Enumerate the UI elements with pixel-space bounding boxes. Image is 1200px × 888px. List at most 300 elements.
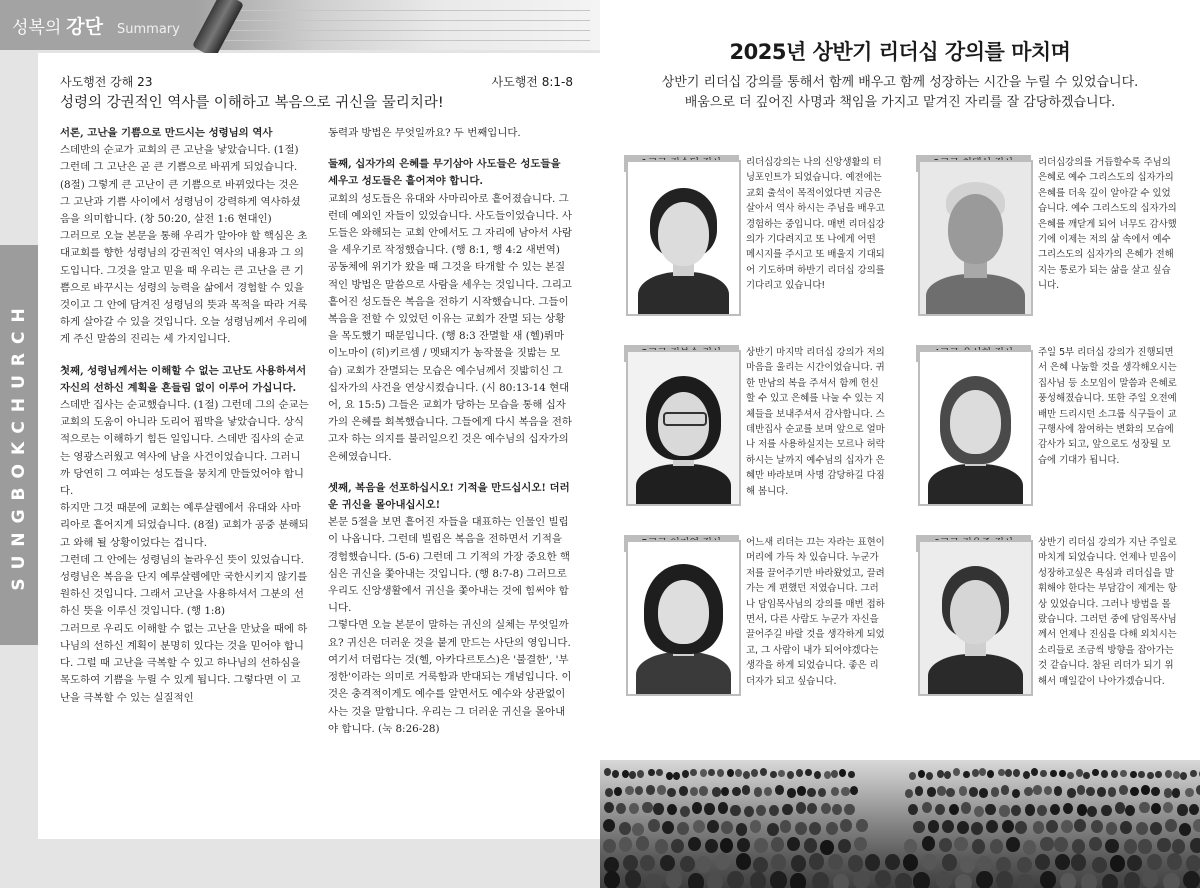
crowd-head [1001,785,1010,794]
crowd-head [770,771,777,779]
crowd-head [828,854,843,871]
crowd-head [804,838,817,853]
crowd-head [750,872,767,888]
crowd-head [1012,789,1021,798]
crowd-head [977,856,992,873]
crowd-head [787,788,796,797]
person-photo [626,540,741,696]
crowd-head [656,769,663,777]
crowd-head [1183,871,1200,888]
crowd-head [831,770,838,778]
sermon-paragraph: 본문 5절을 보면 흩어진 자들을 대표하는 인물인 빌립이 나옵니다. 그런데 빌립은 복음을 전하면서 기적을 경험했습니다. (5-6) 그런데 그 기적의 가장 중요한 핵심은 귀신을 쫓아내는 것입니다. (행 8:7-8) 그러므로 우리도 신앙생활에서 귀신을 쫓아내는 것에 힘써야 합니다. [328,516,570,615]
crowd-head [885,854,900,871]
crowd-head [604,768,611,776]
person-reflection: 리더십강의는 나의 신앙생활의 터닝포인트가 되었습니다. 예전에는 교회 출석이 목적이었다면 지금은 살아서 역사 하시는 주님을 배우고 경험하는 중입니다. 매번 리더십강의가 기다려지고 또 나에게 어떤 메시지를 주시고 또 배울지 기대되어 기도하며 하반기 리더십 강의를 기다리고 있습니다! [746,157,885,292]
crowd-head [680,856,695,873]
crowd-head [720,838,733,853]
crowd-head [1196,785,1200,794]
crowd-head [700,769,707,777]
crowd-head [1081,873,1098,888]
crowd-head [1151,803,1161,814]
crowd-head [640,855,655,872]
crowd-head [1186,855,1200,872]
crowd-head [1054,837,1067,852]
crowd-head [963,771,970,779]
crowd-head [960,857,975,874]
sermon-paragraph: 하지만 그것 때문에 교회는 예루살렘에서 유대와 사마리아로 흩어지게 되었습니다. (8절) 교회가 공중 분해되고 와해 될 상황이었다는 겁니다. [60,502,309,549]
crowd-head [1017,874,1034,888]
crowd-head [826,822,838,835]
crowd-head [717,769,724,777]
crowd-head [782,804,792,815]
crowd-head [1141,785,1150,794]
crowd-head [680,806,690,817]
crowd-head [844,804,854,815]
crowd-head [795,822,807,835]
crowd-head [832,804,842,815]
crowd-head [1067,788,1076,797]
crowd-head [833,874,850,888]
crowd-head [750,820,762,833]
crowd-head [1157,838,1170,853]
crowd-head [1124,839,1137,854]
person-photo [626,350,741,506]
crowd-head [769,805,779,816]
crowd-head [1110,855,1125,872]
crowd-head [903,854,918,871]
crowd-head [753,857,768,874]
crowd-head [999,805,1009,816]
crowd-head [1120,770,1127,778]
crowd-head [1138,771,1145,779]
crowd-head [1091,820,1103,833]
crowd-head [1071,854,1086,871]
crowd-head [922,836,935,851]
crowd-head [1015,821,1027,834]
crowd-head [1031,768,1038,776]
crowd-head [1163,873,1180,888]
crowd-head [735,769,742,777]
crowd-head [754,787,763,796]
crowd-head [775,785,784,794]
crowd-head [922,854,937,871]
crowd-head [1077,785,1086,794]
section-title [12,12,180,39]
crowd-head [667,788,676,797]
crowd-head [812,872,829,888]
crowd-head [797,786,806,795]
crowd-head [1101,805,1111,816]
crowd-head [818,788,827,797]
crowd-head [642,802,652,813]
crowd-head [1147,854,1162,871]
crowd-head [865,854,880,871]
crowd-head [742,785,751,794]
crowd-head [692,802,702,813]
crowd-head [1125,805,1135,816]
crowd-head [918,770,925,778]
reflections-title: 2025년 상반기 리더십 강의를 마치며 [729,40,1071,64]
crowd-head [1136,822,1148,835]
crowd-head [756,805,766,816]
crowd-head [771,854,786,871]
crowd-head [637,770,644,778]
crowd-head [820,840,833,855]
crowd-head [1002,820,1014,833]
crowd-head [814,771,821,779]
crowd-head [1127,855,1142,872]
crowd-head [619,822,631,835]
crowd-head [1011,805,1021,816]
crowd-head [653,803,663,814]
crowd-head [1165,819,1177,832]
crowd-head [1189,804,1199,815]
crowd-head [1172,839,1185,854]
crowd-head [1013,769,1020,777]
section-title-bold: 강단 [66,16,103,38]
crowd-head [1185,788,1194,797]
crowd-head [727,871,744,888]
crowd-head [961,802,971,813]
crowd-head [693,820,705,833]
crowd-head [614,787,623,796]
person-photo [918,540,1033,696]
crowd-head [1024,787,1033,796]
crowd-head [622,770,629,778]
crowd-head [696,856,711,873]
crowd-head [767,823,779,836]
crowd-head [909,772,916,780]
crowd-head [1138,839,1151,854]
crowd-head [1151,787,1160,796]
sermon-series-label: 사도행전 강해 23 [60,75,153,89]
crowd-head [986,820,998,833]
sermon-point-heading: 둘째, 십자가의 은혜를 무기삼아 사도들은 성도들을 세우고 성도들은 흩어져야 합니다. [328,158,561,188]
crowd-head [764,787,773,796]
crowd-head [1040,770,1047,778]
crowd-head [1177,804,1187,815]
crowd-head [1060,873,1077,888]
crowd-head [809,853,824,870]
crowd-head [974,806,984,817]
sermon-paragraph: 교회의 성도들은 유대와 사마리아로 흩어졌습니다. 그런데 예외인 자들이 있었습니다. 사도들이었습니다. 사도들은 와해되는 교회 안에서도 그 자리에 남아서 사람을 세우기로 작정했습니다. (행 8:1, 행 4:2 새번역) 공동체에 위기가 왔을 때 그것을 타개할 수 있는 본질적인 방법은 말씀으로 사람을 세우는 것입니다. 그리고 흩어진 성도들은 복음을 전하기 시작했습니다. 그들이 복음을 전할 수 있었던 이유는 교회가 잔멸 되는 상황을 목도했기 때문입니다. (행 8:3 잔멸할 새 (헬)뤼마이노마이 (히)키르셈 / 멧돼지가 농작물을 짓밟는 모습) 교회가 잔멸되는 모습은 예수님께서 짓밟히신 그 십자가의 사건을 연상시켰습니다. (시 80:13-14 현대어, 요 15:5) 그들은 교회가 당하는 모습을 통해 십자가의 은혜를 회복했습니다. 그들에게 다시 복음을 전하고자 하는 의지를 불러일으킨 것은 예수님의 십자가의 은혜였습니다. [328,192,572,463]
crowd-head [935,804,945,815]
sermon-point-heading: 셋째, 복음을 선포하십시오! 기적을 만드십시오! 더러운 귀신을 몰아내십시오! [328,481,570,512]
crowd-head [688,873,705,888]
crowd-head [1006,837,1019,852]
crowd-head [1120,821,1132,834]
crowd-head [1097,787,1106,796]
crowd-head [666,870,683,888]
crowd-head [809,822,821,835]
crowd-head [853,871,870,888]
crowd-head [831,787,840,796]
crowd-head [1063,803,1073,814]
crowd-head [1139,802,1149,813]
crowd-head [1089,837,1102,852]
crowd-head [1005,769,1012,777]
vertical-church-label: SUNGBOKCHURCH [9,299,29,591]
crowd-head [677,822,689,835]
crowd-head [1108,787,1117,796]
crowd-head [1102,874,1119,888]
crowd-head [875,870,892,888]
crowd-head [807,803,817,814]
crowd-head [721,821,733,834]
sermon-paragraph: 그런데 그 안에는 성령님의 놀라우신 뜻이 있었습니다. 성령님은 복음을 단지 예루살렘에만 국한시키지 않기를 원하신 것입니다. 그래서 고난을 사용하셔서 그분의 선하신 뜻을 이루신 것입니다. (행 1:8) [60,553,308,618]
crowd-head [625,870,642,888]
crowd-head [1155,771,1162,779]
crowd-head [957,821,969,834]
crowd-head [946,788,955,797]
crowd-head [944,771,951,779]
crowd-head [655,839,668,854]
crowd-head [1150,822,1162,835]
crowd-head [1165,770,1172,778]
crowd-head [690,769,697,777]
crowd-head [736,823,748,836]
crowd-head [1105,839,1118,854]
crowd-head [1106,822,1118,835]
crowd-head [707,820,719,833]
crowd-head [1050,804,1060,815]
crowd-head [821,803,831,814]
crowd-head [732,787,741,796]
crowd-head [1193,819,1200,832]
crowd-head [955,874,972,888]
crowd-head [991,787,1000,796]
crowd-head [972,769,979,777]
crowd-head [682,770,689,778]
crowd-head [796,769,803,777]
crowd-head [1190,838,1200,853]
crowd-head [922,802,932,813]
sermon-reference: 사도행전 8:1-8 [491,75,573,89]
crowd-head [1046,820,1058,833]
crowd-head [619,837,632,852]
congregation-photo [600,760,1200,888]
crowd-head [1086,787,1095,796]
crowd-head [1033,821,1045,834]
crowd-head [712,787,721,796]
crowd-head [704,803,714,814]
crowd-head [791,855,806,872]
crowd-head [1083,772,1090,780]
crowd-head [1055,854,1070,871]
crowd-head [969,787,978,796]
crowd-head [1054,786,1063,795]
crowd-head [987,770,994,778]
crowd-head [1061,820,1073,833]
crowd-head [790,873,807,888]
crowd-head [771,837,784,852]
intro-line-2: 배움으로 더 깊어진 사명과 책임을 가지고 맡겨진 자리를 잘 감당하겠습니다. [684,95,1116,110]
crowd-head [645,874,662,888]
crowd-head [1101,770,1108,778]
crowd-head [1037,805,1047,816]
crowd-head [1050,770,1057,778]
crowd-head [1067,772,1074,780]
reflections-page [600,0,1200,888]
crowd-head [1179,823,1191,836]
crowd-head [705,839,718,854]
crowd-head [908,804,918,815]
crowd-head [721,787,730,796]
sermon-paragraph: 그러므로 우리도 이해할 수 없는 고난을 만났을 때에 하나님의 선하신 계획이 분명히 있다는 것을 믿어야 합니다. 그럴 때 고난을 극복할 수 있고 하나님의 선하심을 목도하여 기쁨을 누릴 수 있게 됩니다. 그렇다면 이 고난을 극복할 수 있는 실질적인 [60,622,308,704]
crowd-head [736,853,751,870]
crowd-head [839,769,846,777]
crowd-head [760,768,767,776]
crowd-head [936,871,953,888]
crowd-head [928,820,940,833]
crowd-head [1025,804,1035,815]
crowd-head [848,855,863,872]
crowd-head [604,871,621,888]
crowd-head [1074,819,1086,832]
crowd-head [671,839,684,854]
intro-line-1: 상반기 리더십 강의를 통해서 함께 배우고 함께 성장하는 시간을 누릴 수 있었습니다. [661,75,1139,90]
crowd-head [937,786,946,795]
crowd-head [629,803,639,814]
sermon-paragraph: 동력과 방법은 무엇일까요? 두 번째입니다. [328,127,521,139]
crowd-head [1119,785,1128,794]
crowd-head [667,804,677,815]
crowd-head [1147,772,1154,780]
crowd-head [824,771,831,779]
crowd-head [657,785,666,794]
crowd-head [976,871,993,888]
crowd-head [904,839,917,854]
crowd-head [953,768,960,776]
crowd-head [604,802,614,813]
crowd-head [979,788,988,797]
section-title-prefix: 성복의 [12,18,62,38]
crowd-head [648,819,660,832]
crowd-head [673,772,680,780]
crowd-head [743,771,750,779]
person-photo [626,160,741,316]
crowd-head [1124,872,1141,888]
crowd-head [979,768,986,776]
crowd-head [840,819,852,832]
crowd-head [632,823,644,836]
paragraph-gap [328,142,573,156]
crowd-head [660,855,675,872]
crowd-head [1035,854,1050,871]
crowd-head [787,771,794,779]
crowd-head [856,819,868,832]
crowd-head [1167,853,1182,870]
crowd-head [796,802,806,813]
crowd-head [1077,804,1087,815]
person-reflection: 어느새 리더는 끄는 자라는 표현이 머리에 가득 차 있습니다. 누군가 저를 끌어주기만 바라왔었고, 끌려가는 게 편했던 저였습니다. 그러나 담임목사님의 강의를 매번 접하면서, 다른 사람도 누군가 자신을 끌어주길 바랄 것을 생각하게 되었고, 그 사람이 내가 되어야겠다는 생각을 하게 되었습니다. 좋은 리더자가 되고 싶습니다. [746,537,885,687]
crowd-head [744,806,754,817]
crowd-head [787,837,800,852]
crowd-head [939,838,952,853]
crowd-head [730,805,740,816]
crowd-head [708,769,715,777]
person-reflection: 상반기 리더십 강의가 지난 주일로 마치게 되었습니다. 언제나 믿음이 성장하고싶은 욕심과 리더십을 발휘해야 한다는 부담감이 제게는 항상 있었습니다. 그러나 방법을 몰랐습니다. 그러던 중에 담임목사님께서 언제나 진심을 다해 외치시는 소리들로 조금씩 방향을 잡아가는 것 같습니다. 참된 리더가 되기 위해서 매일같이 나아가겠습니다. [1038,537,1177,687]
crowd-head [1111,770,1118,778]
crowd-head [1040,871,1057,888]
paragraph-gap [328,466,573,480]
crowd-head [1190,770,1197,778]
crowd-head [1092,857,1107,874]
crowd-head [926,772,933,780]
crowd-head [1040,837,1053,852]
crowd-head [636,836,649,851]
crowd-head [666,772,673,780]
crowd-head [905,789,914,798]
paragraph-gap [60,349,310,363]
crowd-head [1023,771,1030,779]
crowd-head [1023,840,1036,855]
crowd-head [990,839,1003,854]
crowd-head [699,786,708,795]
crowd-head [1059,770,1066,778]
person-reflection: 상반기 마지막 리더십 강의가 저의 마음을 울리는 시간이었습니다. 귀한 만남의 복을 주셔서 함께 헌신 할 수 있고 은혜를 나눌 수 있는 지체들을 보내주셔서 감사합니다. 스데반집사 순교를 보며 앞으로 얼마나 저를 사용하실지는 모르나 허락하시는 날까지 예수님의 십자가 은혜만 바라보며 사명 감당하길 다짐해 봅니다. [746,347,885,497]
sermon-paragraph: 스데반 집사는 순교했습니다. (1절) 그런데 그의 순교는 교회의 도움이 아니라 도리어 핍박을 낳았습니다. 상식적으로는 이해하기 힘든 일입니다. 스데반 집사의 순교는 영광스러웠고 역사에 남을 사건이었습니다. 그러니까 당연히 그 여파는 성도들을 뭉치게 만들었어야 합니다. [60,399,309,498]
crowd-head [707,873,724,888]
reflections-intro [620,73,1180,113]
crowd-head [603,819,615,832]
sermon-column-2 [328,125,573,738]
crowd-head [751,769,758,777]
crowd-head [913,872,930,888]
sermon-point-heading: 서론, 고난을 기쁨으로 만드시는 성령님의 역사 [60,127,273,139]
person-reflection: 리더십강의를 거듭할수록 주님의 은혜로 예수 그리스도의 십자가의 은혜를 더욱 깊이 알아갈 수 있었습니다. 예수 그리스도의 십자가의 은혜를 깨닫게 되어 너무도 감사했기에 이제는 저의 삶 속에서 예수 그리스도의 십자가의 은혜가 전해지는 통로가 되는 삶을 살고 싶습니다. [1038,157,1177,292]
crowd-head [972,839,985,854]
crowd-head [1087,806,1097,817]
crowd-head [949,804,959,815]
crowd-head [715,853,730,870]
sermon-paragraph: 스데반의 순교가 교회의 큰 고난을 낳았습니다. (1절) 그런데 그 고난은 곧 큰 기쁨으로 바뀌게 되었습니다. (8절) 그렇게 큰 고난이 큰 기쁨으로 바뀌었다는 것은 그 고난과 기쁨 사이에서 성령님이 강력하게 역사하셨음을 의미합니다. (창 50:20, 살전 1:6 현대인) [60,144,301,226]
crowd-head [807,788,816,797]
crowd-head [895,873,912,888]
crowd-head [1017,857,1032,874]
sermon-paragraph: 그러므로 오늘 본문을 통해 우리가 알아야 할 핵심은 초대교회를 향한 성령님의 강권적인 역사의 내용과 그 의도입니다. 그것을 알고 믿을 때 우리는 큰 고난을 큰 기쁨으로 바꾸시는 성령의 능력을 삶에서 경험할 수 있을 것이고 그 안에 담겨진 성령님의 뜻과 목적을 따라 거룩하게 살아갈 수 있을 것입니다. 오늘 성령님께서 우리에게 주신 말씀의 진리는 세 가지입니다. [60,230,308,346]
crowd-head [1044,786,1053,795]
crowd-head [1172,788,1181,797]
crowd-head [629,771,636,779]
crowd-head [915,786,924,795]
crowd-head [805,769,812,777]
crowd-head [612,770,619,778]
crowd-head [688,837,701,852]
crowd-head [718,802,728,813]
crowd-head [623,855,638,872]
crowd-head [1173,771,1180,779]
crowd-head [646,785,655,794]
crowd-head [996,871,1013,888]
crowd-head [1092,769,1099,777]
person-photo [918,350,1033,506]
sermon-paragraph: 그렇다면 오늘 본문이 말하는 귀신의 실체는 무엇일까요? 귀신은 더러운 것을 붙게 만드는 사단의 영입니다. 여기서 더럽다는 것(헬, 아카다르토스)은 '불결한', '부정한'이라는 의미로 거룩함과 반대되는 개념입니다. 이것은 충격적이게도 예수를 알면서도 예수와 상관없이 사는 것을 말합니다. 우리는 그 더러운 귀신을 몰아내야 합니다. (눅 8:26-28) [328,619,572,735]
crowd-head [754,838,767,853]
crowd-head [605,788,614,797]
crowd-head [727,769,734,777]
crowd-head [603,839,616,854]
crowd-head [1072,839,1085,854]
sermon-column-1 [60,125,310,707]
crowd-head [854,837,867,852]
crowd-head [838,839,851,854]
crowd-head [616,803,626,814]
crowd-head [679,786,688,795]
crowd-head [690,787,699,796]
crowd-head [985,804,995,815]
sermon-title: 성령의 강권적인 역사를 이해하고 복음으로 귀신을 물리치라! [60,95,444,111]
